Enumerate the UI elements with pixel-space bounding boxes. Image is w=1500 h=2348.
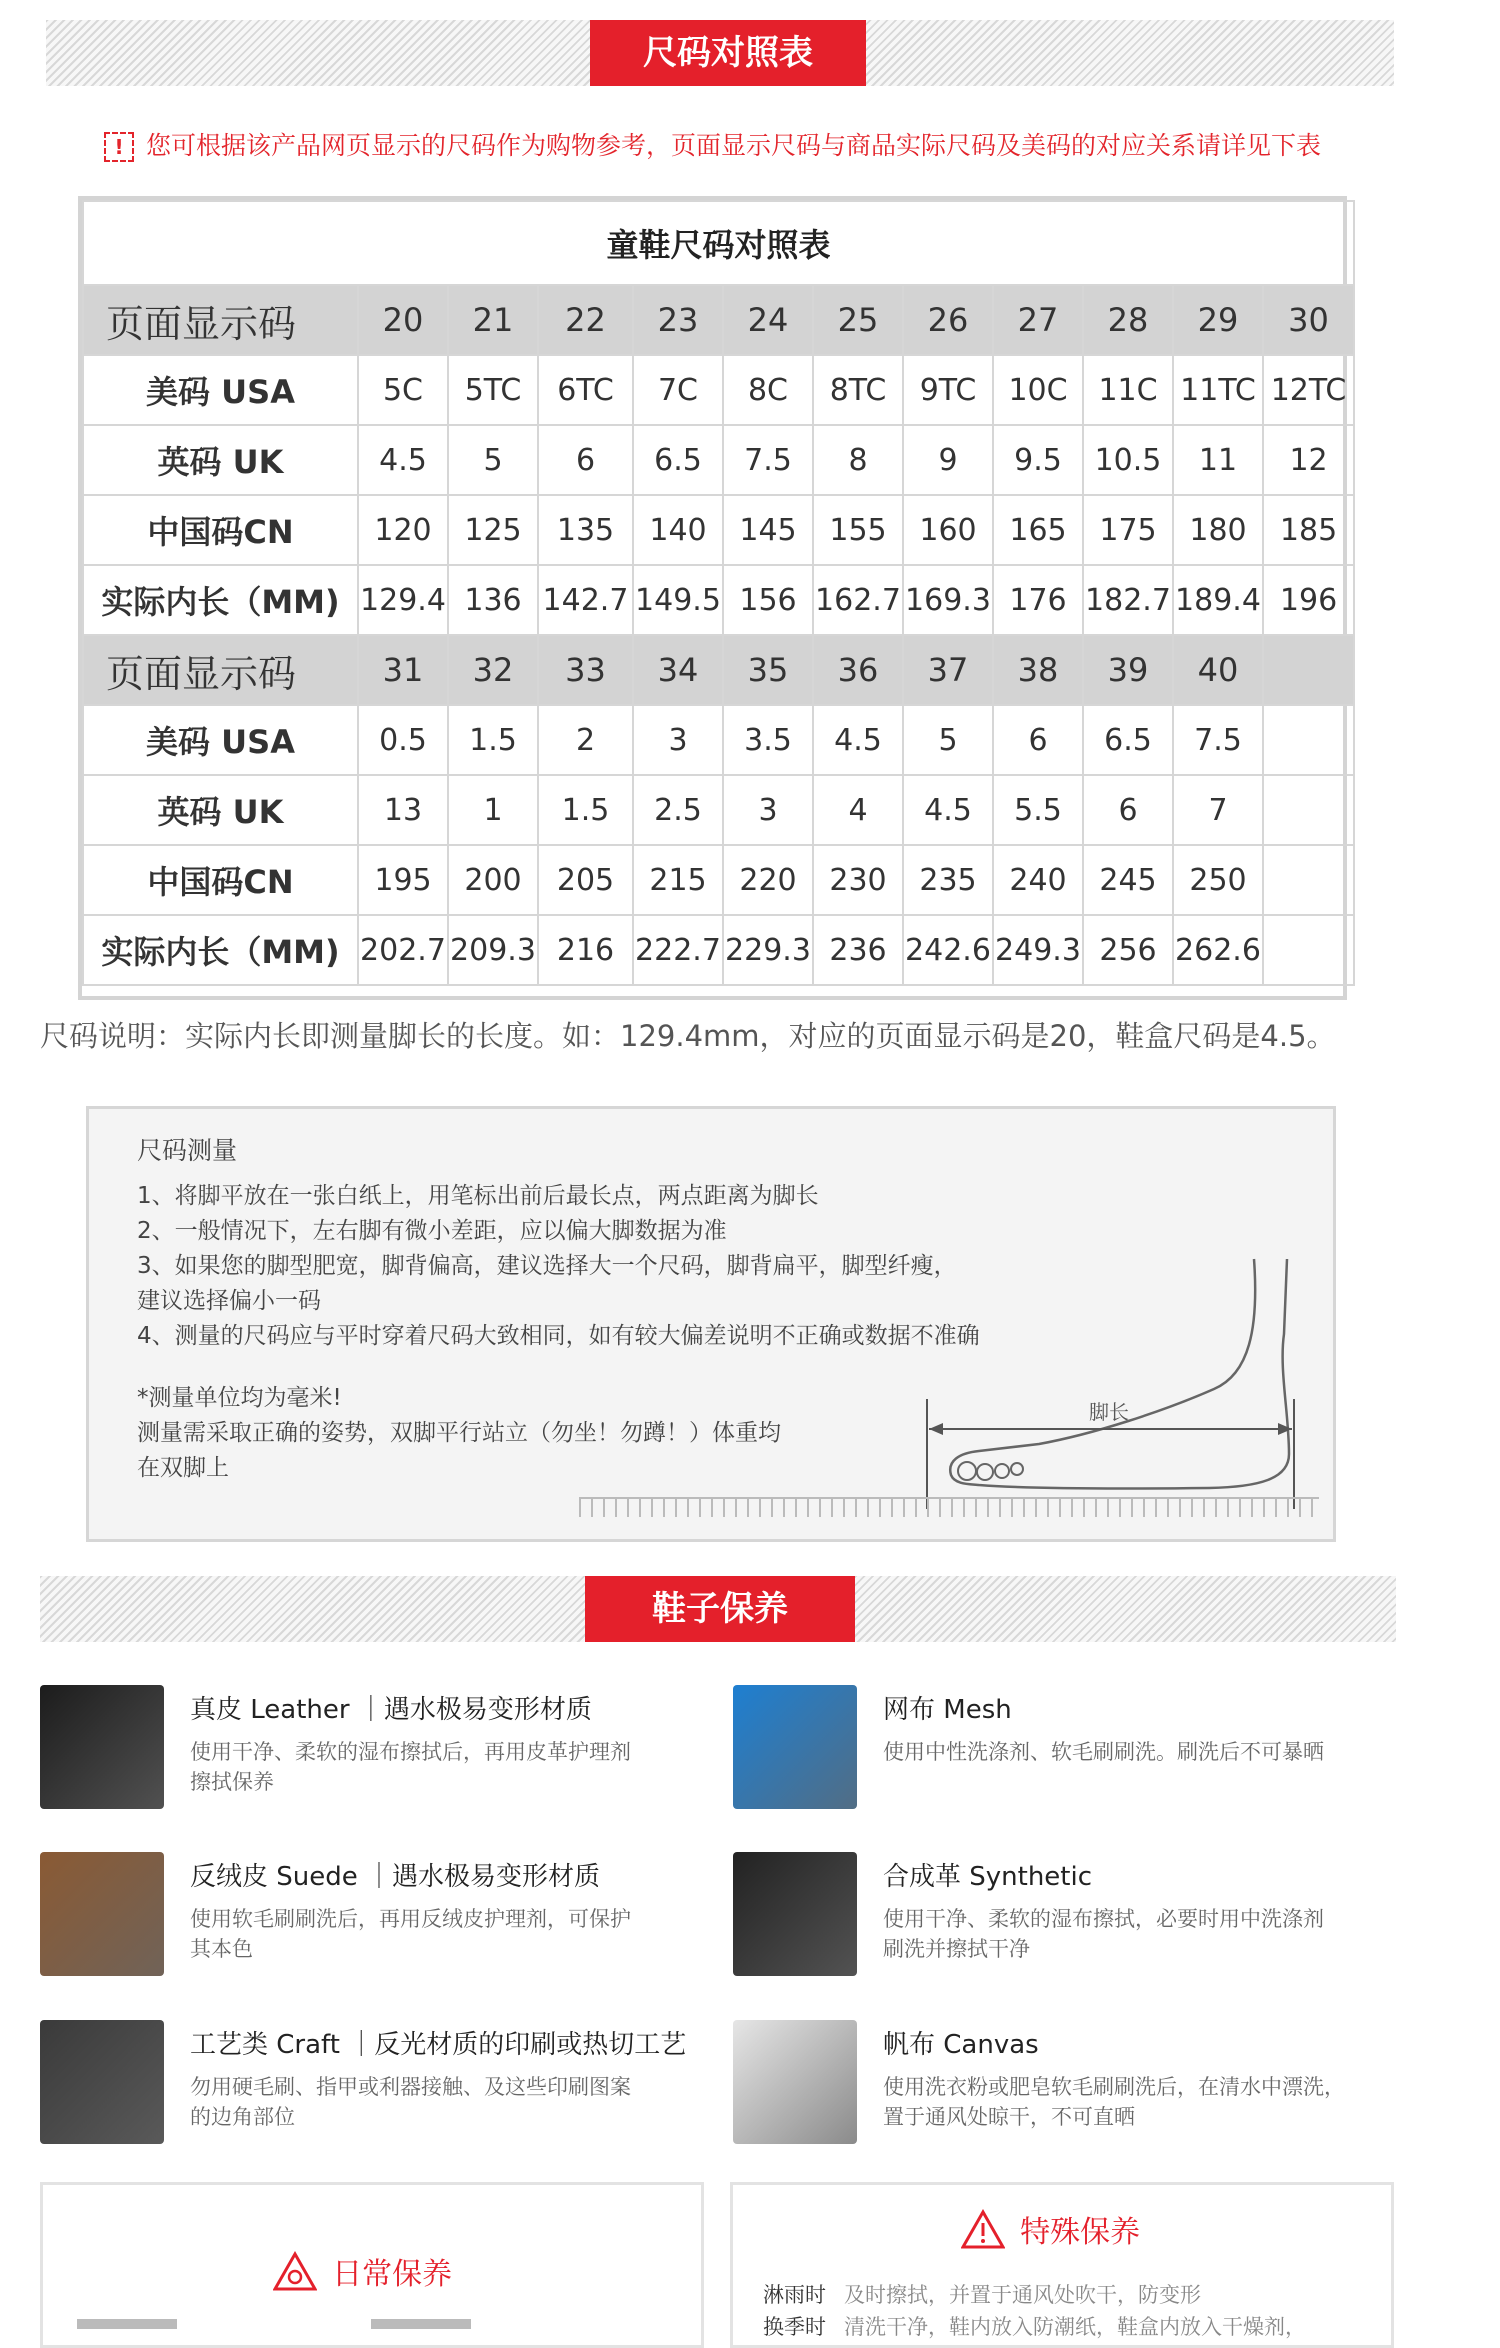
- row-label: 中国码CN: [83, 495, 358, 565]
- size-cell: 236: [813, 915, 903, 985]
- header-cell: 37: [903, 635, 993, 705]
- size-cell: 155: [813, 495, 903, 565]
- size-cell: 262.6: [1173, 915, 1263, 985]
- header-label: 页面显示码: [83, 635, 358, 705]
- size-cell: 8TC: [813, 355, 903, 425]
- material-thumbnail: [733, 2020, 857, 2144]
- row-label: 美码 USA: [83, 705, 358, 775]
- size-cell: 11TC: [1173, 355, 1263, 425]
- size-cell: 6.5: [1083, 705, 1173, 775]
- care-item-desc: 使用洗衣粉或肥皂软毛刷刷洗后，在清水中漂洗，: [883, 2075, 1345, 2099]
- material-thumbnail: [40, 2020, 164, 2144]
- size-cell: 165: [993, 495, 1083, 565]
- material-thumbnail: [40, 1685, 164, 1809]
- header-cell: 25: [813, 285, 903, 355]
- size-cell: 145: [723, 495, 813, 565]
- care-item-desc: 刷洗并擦拭干净: [883, 1937, 1030, 1961]
- size-cell: 1: [448, 775, 538, 845]
- size-cell: 11C: [1083, 355, 1173, 425]
- header-cell: 26: [903, 285, 993, 355]
- size-cell: 136: [448, 565, 538, 635]
- special-care-line: [763, 2279, 1306, 2311]
- size-cell: 6: [538, 425, 633, 495]
- size-cell: 182.7: [1083, 565, 1173, 635]
- size-cell: 6: [1083, 775, 1173, 845]
- size-cell: 176: [993, 565, 1083, 635]
- care-item-desc: 擦拭保养: [190, 1770, 274, 1794]
- special-care-box: [730, 2182, 1394, 2348]
- size-cell: 5.5: [993, 775, 1083, 845]
- care-item-desc: 使用中性洗涤剂、软毛刷刷洗。刷洗后不可暴晒: [883, 1740, 1324, 1764]
- size-cell: 162.7: [813, 565, 903, 635]
- care-item-desc: 使用干净、柔软的湿布擦拭，必要时用中洗涤剂: [883, 1907, 1324, 1931]
- header-cell: 33: [538, 635, 633, 705]
- size-cell: 209.3: [448, 915, 538, 985]
- header-cell: 23: [633, 285, 723, 355]
- material-thumbnail: [733, 1685, 857, 1809]
- size-cell: 156: [723, 565, 813, 635]
- header-cell: 28: [1083, 285, 1173, 355]
- row-label: 中国码CN: [83, 845, 358, 915]
- size-cell: 180: [1173, 495, 1263, 565]
- warning-triangle-icon: [273, 2251, 317, 2291]
- row-label: 实际内长（MM): [83, 565, 358, 635]
- warning-icon: !: [104, 132, 134, 162]
- care-item-desc: 其本色: [190, 1937, 253, 1961]
- header-cell: 20: [358, 285, 448, 355]
- material-thumbnail: [40, 1852, 164, 1976]
- measure-step: 4、测量的尺码应与平时穿着尺码大致相同，如有较大偏差说明不正确或数据不准确: [137, 1323, 980, 1349]
- size-cell: 205: [538, 845, 633, 915]
- daily-care-box: [40, 2182, 704, 2348]
- care-item-title: 真皮 Leather ｜遇水极易变形材质: [190, 1695, 592, 1725]
- header-cell: 27: [993, 285, 1083, 355]
- size-cell: 242.6: [903, 915, 993, 985]
- size-cell: 10.5: [1083, 425, 1173, 495]
- size-cell: 4.5: [813, 705, 903, 775]
- size-cell: 5TC: [448, 355, 538, 425]
- size-cell: 250: [1173, 845, 1263, 915]
- row-label: 英码 UK: [83, 775, 358, 845]
- size-cell: 7: [1173, 775, 1263, 845]
- size-cell: 135: [538, 495, 633, 565]
- care-item-title: 帆布 Canvas: [883, 2030, 1039, 2060]
- special-care-lines: [763, 2279, 1306, 2343]
- size-cell: 3: [633, 705, 723, 775]
- size-cell: 12: [1263, 425, 1354, 495]
- care-banner: 鞋子保养: [585, 1576, 855, 1642]
- row-label: 实际内长（MM): [83, 915, 358, 985]
- size-cell: 0.5: [358, 705, 448, 775]
- size-cell: 2: [538, 705, 633, 775]
- size-cell: 202.7: [358, 915, 448, 985]
- size-cell: 8: [813, 425, 903, 495]
- measure-step: 1、将脚平放在一张白纸上，用笔标出前后最长点，两点距离为脚长: [137, 1183, 819, 1209]
- measure-step: 建议选择偏小一码: [137, 1288, 321, 1314]
- size-cell: 5: [903, 705, 993, 775]
- care-item-desc: 使用干净、柔软的湿布擦拭后，再用皮革护理剂: [190, 1740, 631, 1764]
- size-cell: 1.5: [538, 775, 633, 845]
- size-cell: 175: [1083, 495, 1173, 565]
- size-cell: 196: [1263, 565, 1354, 635]
- material-thumbnail: [733, 1852, 857, 1976]
- size-cell: 9TC: [903, 355, 993, 425]
- size-cell: 4.5: [358, 425, 448, 495]
- special-care-line: [763, 2311, 1306, 2343]
- special-care-heading: [961, 2207, 1140, 2251]
- size-cell: 7.5: [1173, 705, 1263, 775]
- measure-step: 3、如果您的脚型肥宽，脚背偏高，建议选择大一个尺码，脚背扁平，脚型纤瘦，: [137, 1253, 957, 1279]
- size-cell: 4.5: [903, 775, 993, 845]
- special-care-text: 及时擦拭，并置于通风处吹干，防变形: [844, 2283, 1201, 2307]
- daily-care-tag: [371, 2319, 471, 2329]
- care-item-title: 网布 Mesh: [883, 1695, 1012, 1725]
- size-cell: 215: [633, 845, 723, 915]
- measure-unit-line: 测量需采取正确的姿势，双脚平行站立（勿坐！勿蹲！）体重均: [137, 1420, 781, 1446]
- size-cell: 120: [358, 495, 448, 565]
- size-cell: 216: [538, 915, 633, 985]
- header-cell: 32: [448, 635, 538, 705]
- size-cell: 140: [633, 495, 723, 565]
- size-cell: 229.3: [723, 915, 813, 985]
- header-cell: 21: [448, 285, 538, 355]
- size-cell: 9.5: [993, 425, 1083, 495]
- size-note: 尺码说明：实际内长即测量脚长的长度。如：129.4mm，对应的页面显示码是20，鞋盒尺码是4.5。: [40, 1019, 1336, 1053]
- size-notice-text: 您可根据该产品网页显示的尺码作为购物参考，页面显示尺码与商品实际尺码及美码的对应关系请详见下表: [146, 131, 1322, 160]
- measure-unit-line: 在双脚上: [137, 1455, 229, 1481]
- size-cell: 189.4: [1173, 565, 1263, 635]
- care-item-title: 反绒皮 Suede ｜遇水极易变形材质: [190, 1862, 601, 1892]
- header-cell: 38: [993, 635, 1083, 705]
- size-cell: 10C: [993, 355, 1083, 425]
- header-cell: 36: [813, 635, 903, 705]
- header-cell: 30: [1263, 285, 1354, 355]
- table-title: 童鞋尺码对照表: [83, 201, 1354, 285]
- warning-triangle-icon: [961, 2209, 1005, 2249]
- size-cell: 222.7: [633, 915, 723, 985]
- header-label: 页面显示码: [83, 285, 358, 355]
- size-cell: 220: [723, 845, 813, 915]
- size-cell: 240: [993, 845, 1083, 915]
- daily-care-title: 日常保养: [332, 2257, 453, 2292]
- special-care-title: 特殊保养: [1020, 2215, 1141, 2250]
- daily-care-heading: [273, 2249, 452, 2293]
- size-cell: 1.5: [448, 705, 538, 775]
- row-label: 英码 UK: [83, 425, 358, 495]
- size-cell: 245: [1083, 845, 1173, 915]
- size-cell: 6: [993, 705, 1083, 775]
- care-item-desc: 的边角部位: [190, 2105, 295, 2129]
- size-cell: 8C: [723, 355, 813, 425]
- header-cell: 39: [1083, 635, 1173, 705]
- header-cell: 22: [538, 285, 633, 355]
- size-cell: 6TC: [538, 355, 633, 425]
- measure-step: 2、一般情况下，左右脚有微小差距，应以偏大脚数据为准: [137, 1218, 727, 1244]
- size-cell: 4: [813, 775, 903, 845]
- size-cell: 200: [448, 845, 538, 915]
- size-cell: 142.7: [538, 565, 633, 635]
- size-cell: 6.5: [633, 425, 723, 495]
- size-cell: 3.5: [723, 705, 813, 775]
- header-cell: 31: [358, 635, 448, 705]
- special-care-label: 淋雨时: [763, 2283, 826, 2307]
- header-cell: 34: [633, 635, 723, 705]
- daily-care-tag: [77, 2319, 177, 2329]
- size-cell: 5C: [358, 355, 448, 425]
- header-cell: 35: [723, 635, 813, 705]
- care-item-title: 工艺类 Craft ｜反光材质的印刷或热切工艺: [190, 2030, 687, 2060]
- size-cell: 185: [1263, 495, 1354, 565]
- size-banner: 尺码对照表: [590, 20, 866, 86]
- size-cell: 149.5: [633, 565, 723, 635]
- size-cell: 7.5: [723, 425, 813, 495]
- size-cell: 195: [358, 845, 448, 915]
- care-item-desc: 使用软毛刷刷洗后，再用反绒皮护理剂，可保护: [190, 1907, 631, 1931]
- special-care-text: 清洗干净，鞋内放入防潮纸，鞋盒内放入干燥剂，: [844, 2315, 1306, 2339]
- care-item-desc: 置于通风处晾干，不可直晒: [883, 2105, 1135, 2129]
- size-cell: 160: [903, 495, 993, 565]
- size-cell: 13: [358, 775, 448, 845]
- size-cell: 11: [1173, 425, 1263, 495]
- size-cell: 9: [903, 425, 993, 495]
- size-cell: 2.5: [633, 775, 723, 845]
- header-cell: 24: [723, 285, 813, 355]
- measure-unit-line: *测量单位均为毫米!: [137, 1385, 342, 1411]
- size-cell: 256: [1083, 915, 1173, 985]
- header-cell: 40: [1173, 635, 1263, 705]
- size-cell: 5: [448, 425, 538, 495]
- care-item-title: 合成革 Synthetic: [883, 1862, 1093, 1892]
- size-cell: 249.3: [993, 915, 1083, 985]
- care-item-desc: 勿用硬毛刷、指甲或利器接触、及这些印刷图案: [190, 2075, 631, 2099]
- size-cell: 12TC: [1263, 355, 1354, 425]
- row-label: 美码 USA: [83, 355, 358, 425]
- header-cell: 29: [1173, 285, 1263, 355]
- size-cell: 235: [903, 845, 993, 915]
- foot-label: 脚长: [1089, 1400, 1129, 1424]
- measure-title: 尺码测量: [137, 1136, 238, 1165]
- size-cell: 125: [448, 495, 538, 565]
- size-cell: 7C: [633, 355, 723, 425]
- special-care-label: 换季时: [763, 2315, 826, 2339]
- size-cell: 230: [813, 845, 903, 915]
- size-cell: 3: [723, 775, 813, 845]
- size-cell: 129.4: [358, 565, 448, 635]
- size-cell: 169.3: [903, 565, 993, 635]
